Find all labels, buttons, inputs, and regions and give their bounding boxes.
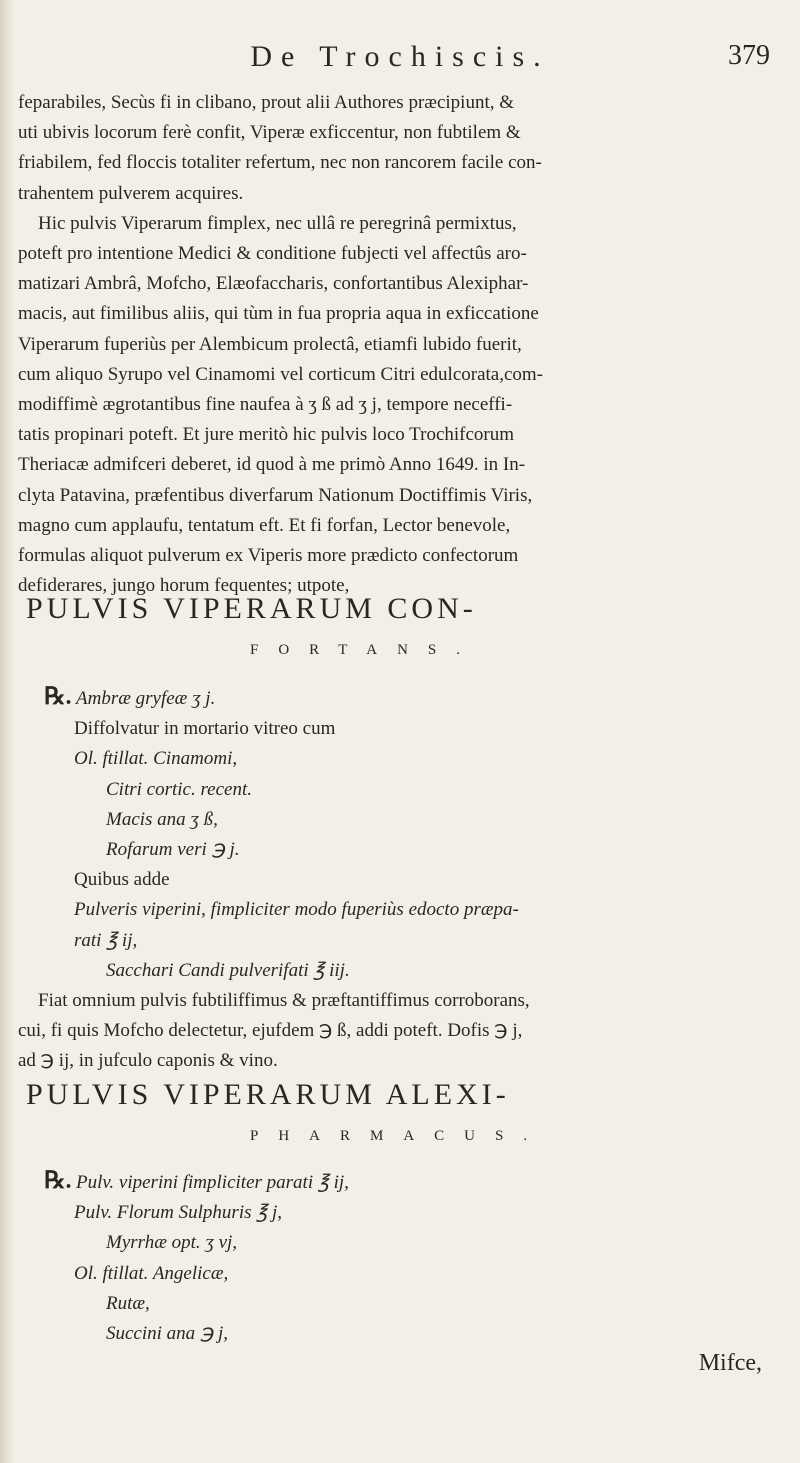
catchword: Mifce, <box>698 1350 762 1376</box>
recipe-confortans <box>18 682 788 1077</box>
recipe-line <box>18 1228 788 1258</box>
text-line: Fiat omnium pulvis fubtiliffimus & præftantiffimus corroborans, <box>38 990 530 1012</box>
text-line: tatis propinari poteft. Et jure meritò hic pulvis loco Trochifcorum <box>18 424 515 446</box>
recipe-line: Diffolvatur in mortario vitreo cum <box>74 718 336 740</box>
recipe-line: Quibus adde <box>74 869 170 891</box>
text-line: ad ℈ ij, in jufculo caponis & vino. <box>18 1050 278 1072</box>
recipe-line <box>18 895 788 925</box>
recipe-line <box>18 1319 788 1349</box>
text-line: formulas aliquot pulverum ex Viperis more prædicto confectorum <box>18 545 519 567</box>
text-line: macis, aut fimilibus aliis, qui tùm in fua propria aqua in exficcatione <box>18 303 539 325</box>
section-subheading-confortans: FORTANS. <box>250 642 480 658</box>
text-line: cum aliquo Syrupo vel Cinamomi vel corticum Citri edulcorata,com- <box>18 363 544 385</box>
recipe-line <box>18 682 788 714</box>
text-line: feparabiles, Secùs fi in clibano, prout alii Authores præcipiunt, & <box>18 92 515 113</box>
page-gutter-shadow <box>0 0 14 1463</box>
text-line: defiderares, jungo horum fequentes; utpote, <box>18 575 350 597</box>
section-heading-confortans: PULVIS VIPERARUM CON- <box>26 592 477 625</box>
text-line: magno cum applaufu, tentatum eft. Et fi forfan, Lector benevole, <box>18 514 511 536</box>
ingredient: Succini ana ℈ j, <box>106 1323 228 1345</box>
ingredient: Rofarum veri ℈ j. <box>106 839 240 861</box>
text-line: clyta Patavina, præfentibus diverfarum Nationum Doctiffimis Viris, <box>18 484 533 506</box>
text-line: Viperarum fuperiùs per Alembicum prolectâ, etiamfi lubido fuerit, <box>18 333 522 355</box>
recipe-line <box>18 805 788 835</box>
ingredient: Pulveris viperini, fimpliciter modo fuperiùs edocto præpa- <box>74 899 519 921</box>
text-line: uti ubivis locorum ferè confit, Viperæ exficcentur, non fubtilem & <box>18 122 521 144</box>
page-header <box>30 40 770 84</box>
text-line: Theriacæ admifceri deberet, id quod à me primò Anno 1649. in In- <box>18 454 526 476</box>
recipe-line <box>18 926 788 956</box>
text-line: matizari Ambrâ, Mofcho, Elæofaccharis, confortantibus Alexiphar- <box>18 273 529 295</box>
recipe-symbol: ℞. <box>44 684 72 710</box>
text-line: Hic pulvis Viperarum fimplex, nec ullâ re peregrinâ permixtus, <box>38 212 517 234</box>
page-number: 379 <box>728 40 770 71</box>
ingredient: rati ℥ ij, <box>74 929 138 951</box>
recipe-line <box>18 1166 788 1198</box>
recipe-line <box>18 1289 788 1319</box>
ingredient: Ambræ gryfeæ ʒ j. <box>76 688 216 709</box>
ingredient: Ol. ftillat. Angelicæ, <box>74 1262 229 1284</box>
ingredient: Myrrhæ opt. ʒ vj, <box>106 1232 238 1254</box>
section-heading-alexipharmacus: PULVIS VIPERARUM ALEXI- <box>26 1078 510 1111</box>
ingredient: Pulv. Florum Sulphuris ℥ j, <box>74 1202 283 1224</box>
recipe-line <box>18 1198 788 1228</box>
text-line: poteft pro intentione Medici & conditione fubjecti vel affectûs aro- <box>18 243 527 265</box>
ingredient: Pulv. viperini fimpliciter parati ℥ ij, <box>76 1172 349 1193</box>
running-title: De Trochiscis. <box>250 40 550 73</box>
recipe-alexipharmacus <box>18 1166 788 1349</box>
section-subheading-alexipharmacus: PHARMACUS. <box>250 1128 548 1144</box>
ingredient: Rutæ, <box>106 1292 150 1314</box>
recipe-line <box>18 1259 788 1289</box>
recipe-line <box>18 744 788 774</box>
recipe-line <box>18 835 788 865</box>
ingredient: Ol. ftillat. Cinamomi, <box>74 748 238 770</box>
intro-paragraph <box>18 88 788 601</box>
ingredient: Macis ana ʒ ß, <box>106 808 218 830</box>
ingredient: Citri cortic. recent. <box>106 778 252 800</box>
recipe-line <box>18 956 788 986</box>
text-line: trahentem pulverem acquires. <box>18 182 244 204</box>
text-line: modiffimè ægrotantibus fine naufea à ʒ ß ad ʒ j, tempore neceffi- <box>18 394 513 416</box>
recipe-symbol: ℞. <box>44 1168 72 1194</box>
text-line: friabilem, fed floccis totaliter refertum, nec non rancorem facile con- <box>18 152 542 174</box>
recipe-line <box>18 775 788 805</box>
ingredient: Sacchari Candi pulverifati ℥ iij. <box>106 959 350 981</box>
text-line: cui, fi quis Mofcho delectetur, ejufdem ℈ ß, addi poteft. Dofis ℈ j, <box>18 1020 523 1042</box>
